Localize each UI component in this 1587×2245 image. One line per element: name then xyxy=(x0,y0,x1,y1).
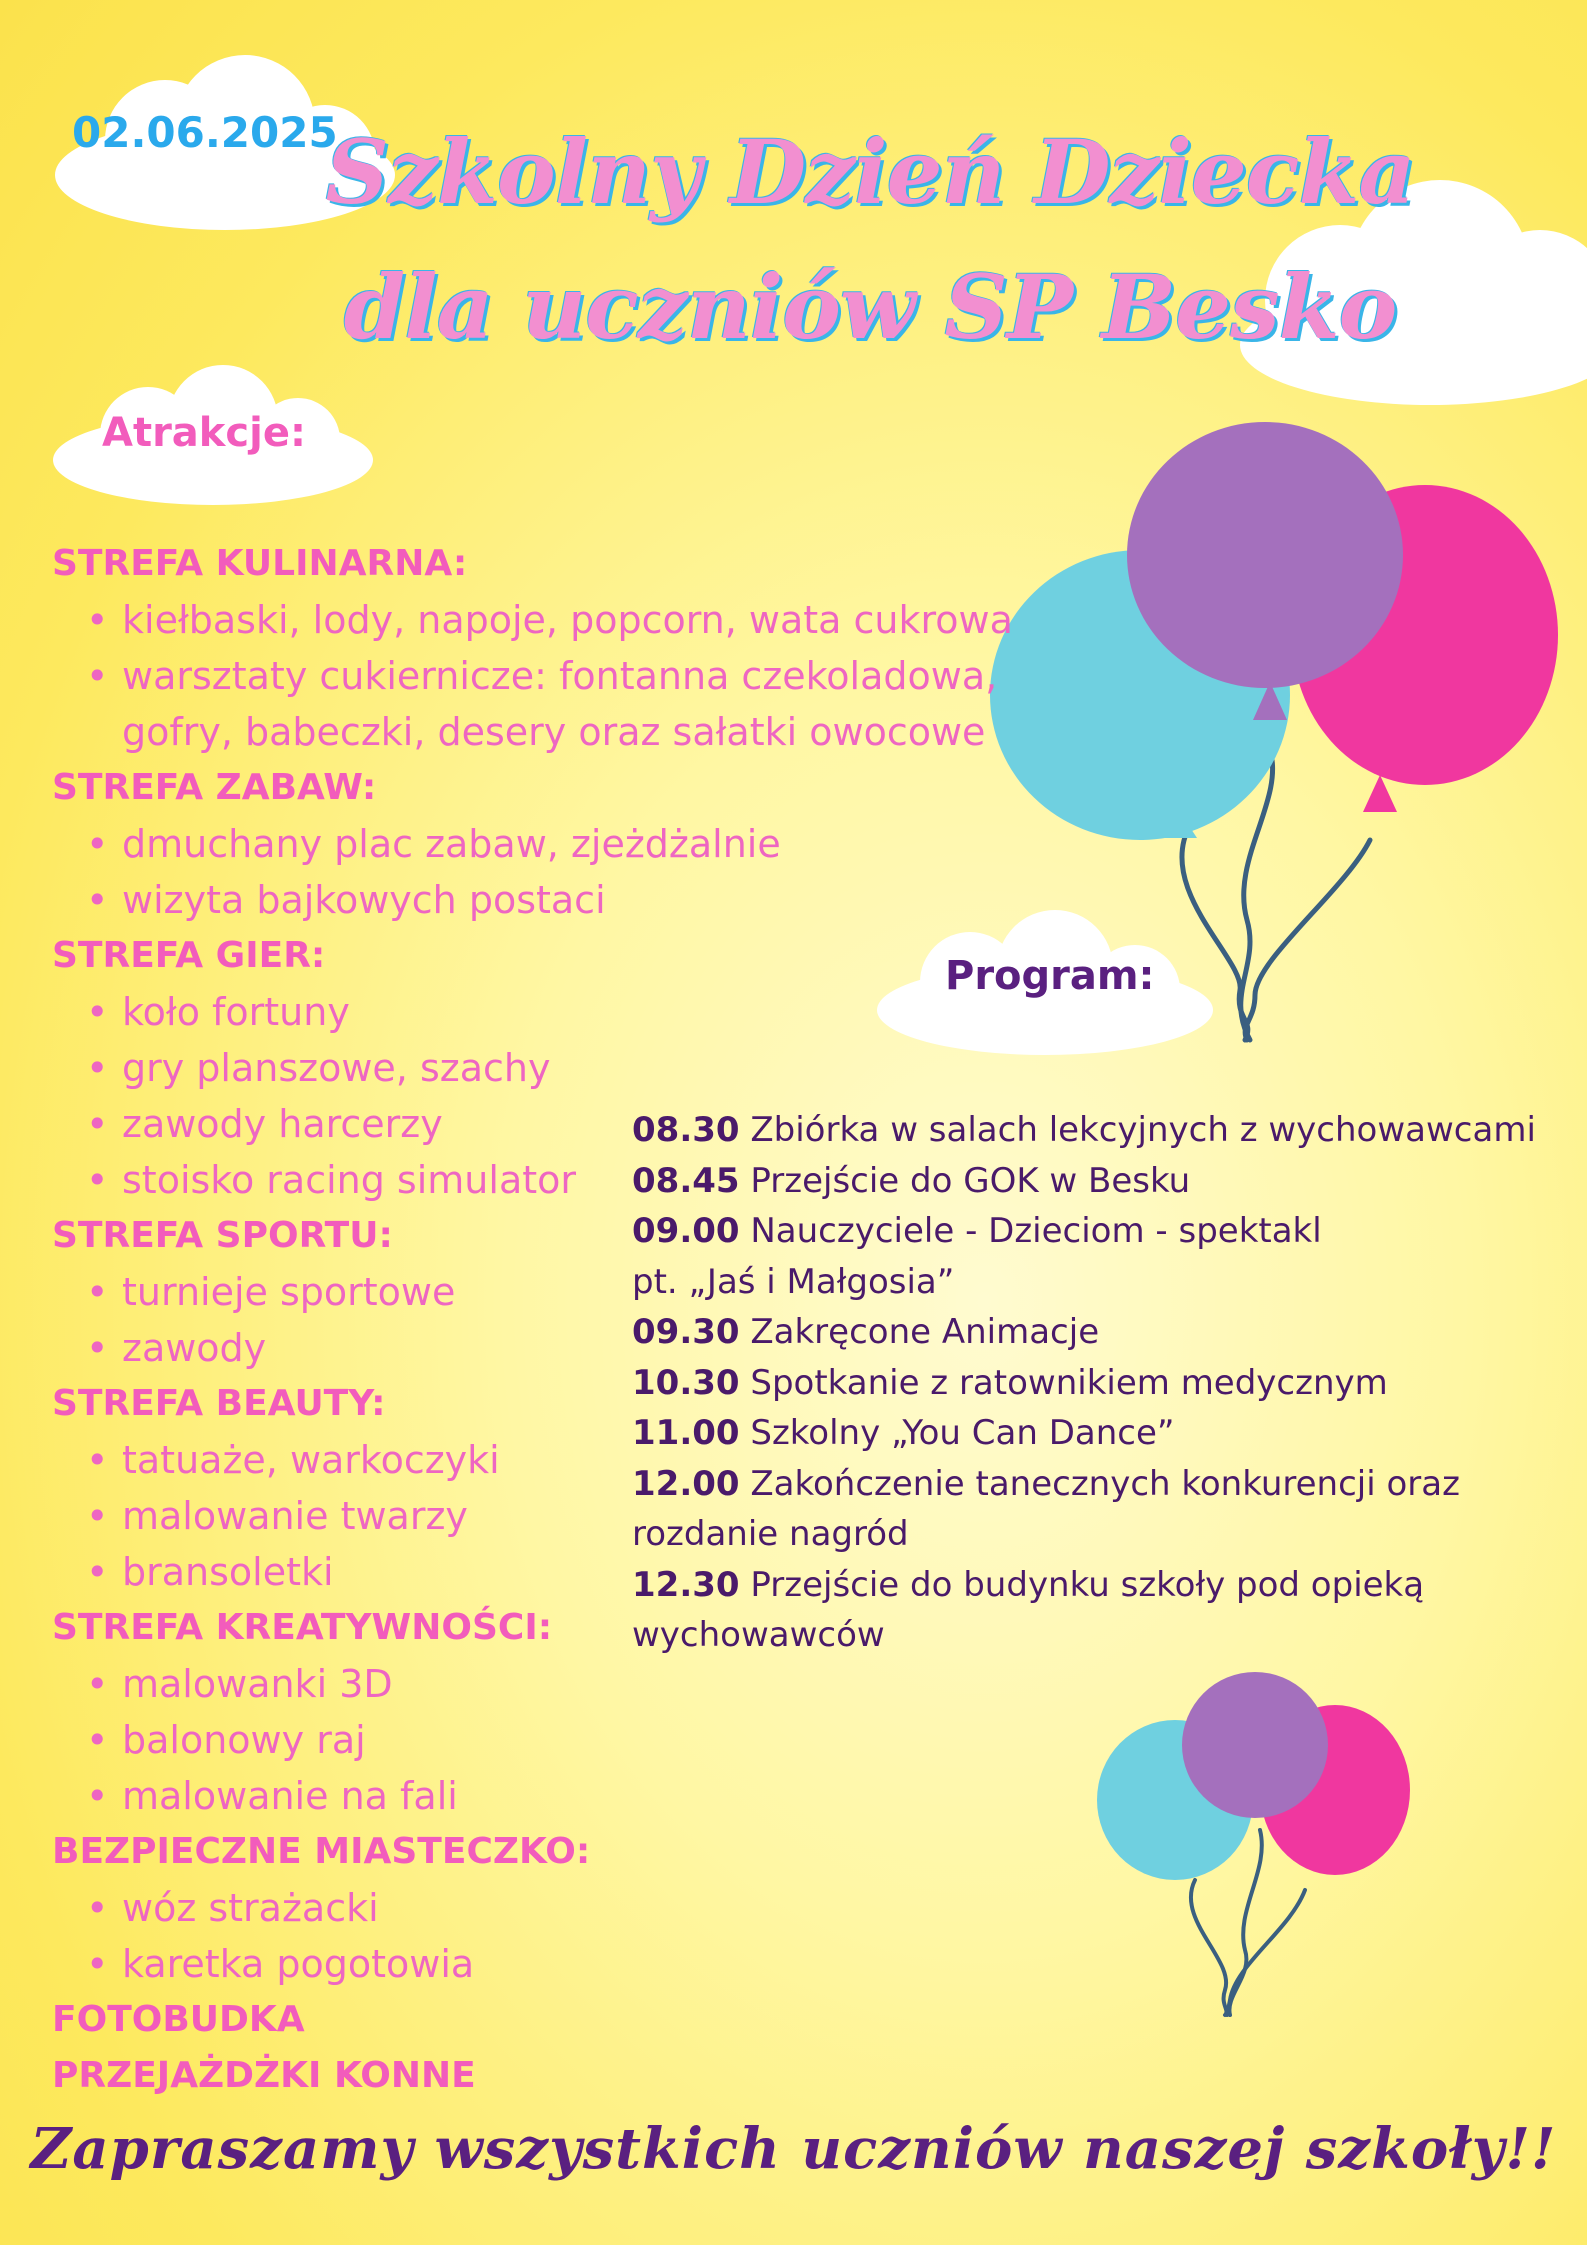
zone-items xyxy=(52,816,1082,928)
program-row xyxy=(632,1509,1572,1560)
page-subtitle: dla uczniów SP Besko xyxy=(343,255,1397,359)
program-heading: Program: xyxy=(945,953,1155,999)
program-time: 09.30 xyxy=(632,1312,740,1352)
list-item: • kiełbaski, lody, napoje, popcorn, wata cukrowa xyxy=(52,592,1082,648)
program-text: Zakończenie tanecznych konkurencji oraz xyxy=(750,1463,1460,1504)
list-item: • wizyta bajkowych postaci xyxy=(52,872,1082,928)
list-item: • balonowy raj xyxy=(52,1712,1082,1768)
program-text: Spotkanie z ratownikiem medycznym xyxy=(750,1362,1388,1403)
list-item: • turnieje sportowe xyxy=(52,1264,1082,1320)
invitation-footer: Zapraszamy wszystkich uczniów naszej szkoły!! xyxy=(30,2116,1557,2182)
program-row xyxy=(632,1560,1572,1611)
zone-items xyxy=(52,1880,1082,1992)
list-item: • malowanie twarzy xyxy=(52,1488,1082,1544)
balloons-small xyxy=(1095,1670,1425,2020)
list-item: • dmuchany plac zabaw, zjeżdżalnie xyxy=(52,816,1082,872)
program-text: wychowawców xyxy=(632,1615,885,1655)
program-text: Zbiórka w salach lekcyjnych z wychowawcami xyxy=(750,1110,1536,1150)
zone xyxy=(52,1992,1082,2048)
program-text: Zakręcone Animacje xyxy=(750,1312,1100,1352)
zone-items xyxy=(52,592,1082,760)
program-time: 08.30 xyxy=(632,1110,740,1150)
program-time: 08.45 xyxy=(632,1160,740,1201)
attractions-heading: Atrakcje: xyxy=(102,410,306,456)
zone-name: FOTOBUDKA xyxy=(52,1999,305,2040)
program-row xyxy=(632,1206,1572,1257)
program-time: 11.00 xyxy=(632,1413,740,1453)
program-row xyxy=(632,1156,1572,1207)
program-text: Przejście do GOK w Besku xyxy=(750,1160,1191,1201)
list-item: • gry planszowe, szachy xyxy=(52,1040,1082,1096)
program-text: Nauczyciele - Dzieciom - spektakl xyxy=(750,1211,1322,1251)
zone-name: STREFA ZABAW: xyxy=(52,767,377,808)
program-text: pt. „Jaś i Małgosia” xyxy=(632,1261,955,1302)
zone-name: STREFA GIER: xyxy=(52,935,326,976)
program-row xyxy=(632,1610,1572,1661)
list-item: • stoisko racing simulator xyxy=(52,1152,1082,1208)
program-text: rozdanie nagród xyxy=(632,1514,909,1554)
program-row xyxy=(632,1459,1572,1510)
program-row xyxy=(632,1257,1572,1308)
list-item: • wóz strażacki xyxy=(52,1880,1082,1936)
list-item: • koło fortuny xyxy=(52,984,1082,1040)
zone-name: PRZEJAŻDŻKI KONNE xyxy=(52,2055,476,2096)
event-date: 02.06.2025 xyxy=(72,108,338,157)
list-item: • bransoletki xyxy=(52,1544,1082,1600)
zone-name: BEZPIECZNE MIASTECZKO: xyxy=(52,1831,591,1872)
program-text: Przejście do budynku szkoły pod opieką xyxy=(750,1564,1425,1605)
zone-name: STREFA BEAUTY: xyxy=(52,1383,386,1424)
zone-items xyxy=(52,1656,1082,1824)
program-row xyxy=(632,1358,1572,1409)
list-item: • zawody xyxy=(52,1320,1082,1376)
program-row xyxy=(632,1105,1572,1156)
program-time: 12.30 xyxy=(632,1564,740,1605)
zone-name: STREFA SPORTU: xyxy=(52,1215,393,1256)
list-item: • malowanie na fali xyxy=(52,1768,1082,1824)
list-item: • karetka pogotowia xyxy=(52,1936,1082,1992)
program-row xyxy=(632,1408,1572,1459)
program-time: 09.00 xyxy=(632,1211,740,1251)
zone-name: STREFA KULINARNA: xyxy=(52,543,468,584)
list-item: • tatuaże, warkoczyki xyxy=(52,1432,1082,1488)
zone xyxy=(52,2048,1082,2104)
program-row xyxy=(632,1307,1572,1358)
program-time: 10.30 xyxy=(632,1362,740,1403)
zone-name: STREFA KREATYWNOŚCI: xyxy=(52,1607,553,1648)
program-text: Szkolny „You Can Dance” xyxy=(750,1413,1175,1453)
program-time: 12.00 xyxy=(632,1463,740,1504)
list-item: • warsztaty cukiernicze: fontanna czekoladowa, gofry, babeczki, desery oraz sałatki owocowe xyxy=(52,648,1082,760)
page-title: Szkolny Dzień Dziecka xyxy=(325,120,1415,224)
list-item: • zawody harcerzy xyxy=(52,1096,1082,1152)
zone xyxy=(52,1824,1082,1992)
zone xyxy=(52,760,1082,928)
list-item: • malowanki 3D xyxy=(52,1656,1082,1712)
zone xyxy=(52,536,1082,760)
program-list xyxy=(632,1105,1572,1661)
